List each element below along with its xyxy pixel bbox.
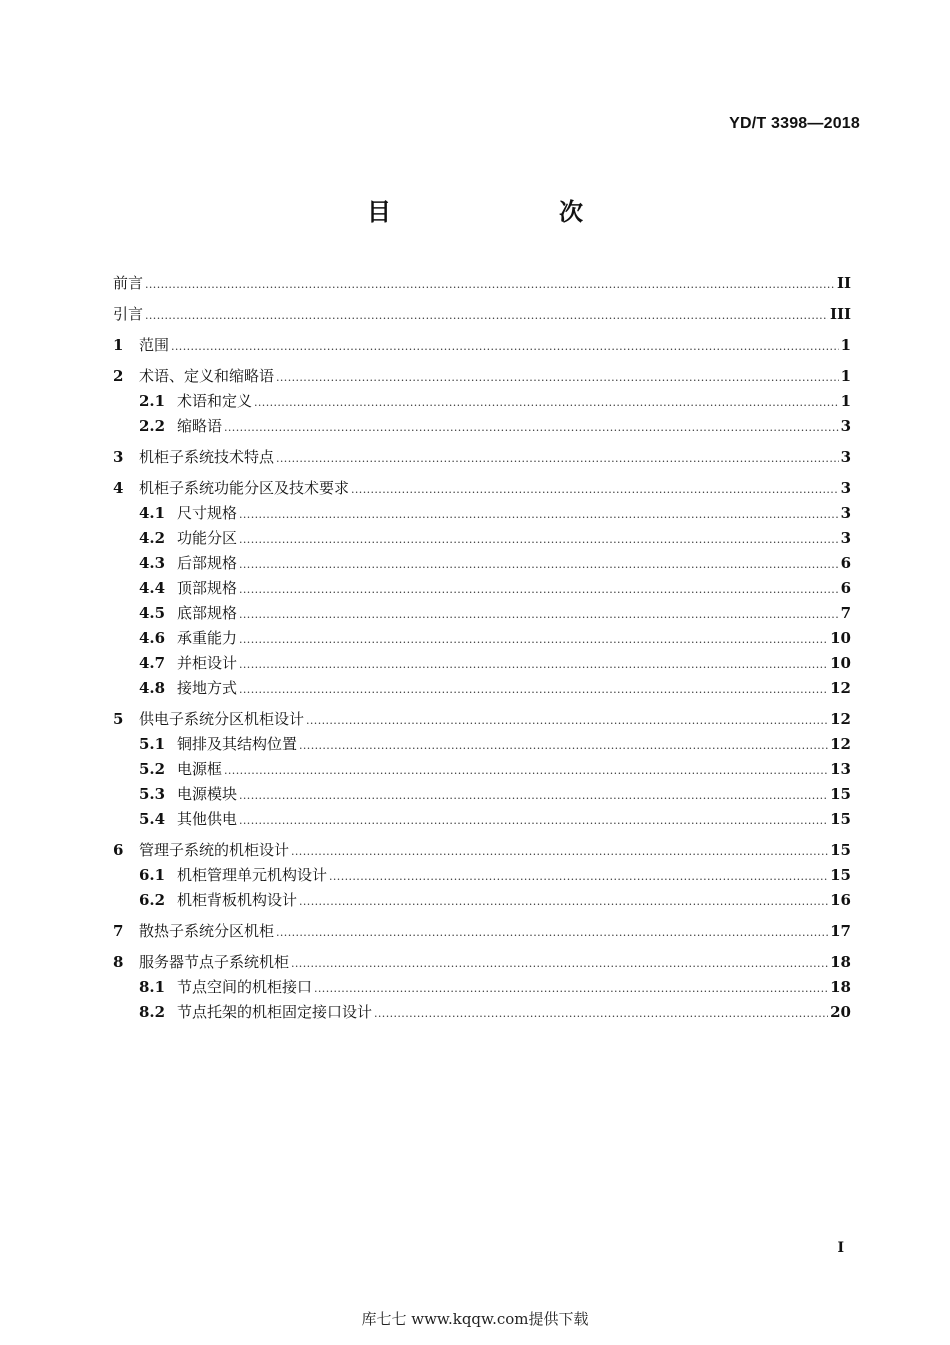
page-number: I	[837, 1240, 844, 1256]
toc-entry-label: 机柜管理单元机构设计	[177, 866, 328, 884]
toc-entry[interactable]	[113, 707, 851, 732]
toc-entry[interactable]	[113, 757, 851, 782]
toc-entry[interactable]	[113, 501, 851, 526]
toc-entry[interactable]	[113, 782, 851, 807]
toc-entry-page: 20	[830, 1003, 851, 1021]
toc-entry-page: 12	[830, 710, 851, 728]
toc-dot-leader	[224, 415, 839, 440]
toc-entry[interactable]	[113, 389, 851, 414]
toc-dot-leader	[239, 502, 839, 527]
toc-entry-label: 电源框	[177, 760, 223, 778]
toc-entry-page: 18	[830, 978, 851, 996]
toc-entry-label: 供电子系统分区机柜设计	[139, 710, 305, 728]
toc-entry-label: 范围	[139, 336, 170, 354]
toc-entry[interactable]	[113, 526, 851, 551]
toc-entry-number: 8.1	[139, 978, 166, 996]
toc-dot-leader	[224, 758, 828, 783]
toc-entry-number: 4.8	[139, 679, 166, 697]
toc-entry-page: 1	[840, 367, 851, 385]
toc-entry[interactable]	[113, 975, 851, 1000]
toc-entry-page: 15	[830, 841, 851, 859]
toc-entry-label: 散热子系统分区机柜	[139, 922, 275, 940]
toc-entry-label: 尺寸规格	[177, 504, 238, 522]
toc-dot-leader	[291, 839, 828, 864]
toc-entry-number: 4.7	[139, 654, 166, 672]
toc-entry[interactable]	[113, 919, 851, 944]
table-of-contents	[113, 271, 851, 1025]
toc-entry-number: 4	[113, 479, 124, 497]
toc-dot-leader	[276, 446, 839, 471]
toc-dot-leader	[299, 889, 828, 914]
toc-entry-page: 10	[830, 654, 851, 672]
toc-entry-number: 3	[113, 448, 124, 466]
toc-entry-label: 机柜子系统技术特点	[139, 448, 275, 466]
toc-entry-number: 6	[113, 841, 124, 859]
toc-dot-leader	[239, 527, 839, 552]
toc-entry[interactable]	[113, 950, 851, 975]
toc-dot-leader	[239, 577, 839, 602]
toc-entry-page: 15	[830, 866, 851, 884]
toc-entry-label: 术语、定义和缩略语	[139, 367, 275, 385]
toc-entry-number: 6.2	[139, 891, 166, 909]
toc-dot-leader	[374, 1001, 828, 1026]
toc-dot-leader	[329, 864, 828, 889]
toc-entry[interactable]	[113, 271, 851, 296]
toc-dot-leader	[254, 390, 839, 415]
toc-entry-page: 3	[840, 504, 851, 522]
toc-entry-label: 缩略语	[177, 417, 223, 435]
toc-entry[interactable]	[113, 576, 851, 601]
toc-entry[interactable]	[113, 302, 851, 327]
toc-entry-page: 10	[830, 629, 851, 647]
toc-dot-leader	[299, 733, 828, 758]
toc-entry-number: 5.3	[139, 785, 166, 803]
toc-entry-page: 7	[840, 604, 851, 622]
toc-entry-page: 1	[840, 336, 851, 354]
toc-entry[interactable]	[113, 676, 851, 701]
toc-entry-label: 后部规格	[177, 554, 238, 572]
toc-entry-page: 3	[840, 417, 851, 435]
toc-dot-leader	[239, 602, 839, 627]
toc-entry-number: 5.2	[139, 760, 166, 778]
toc-entry-number: 5.1	[139, 735, 166, 753]
page-title: 目 次	[367, 198, 623, 226]
toc-dot-leader	[314, 976, 828, 1001]
toc-entry-number: 8.2	[139, 1003, 166, 1021]
toc-entry-page: 3	[840, 529, 851, 547]
toc-entry-label: 电源模块	[177, 785, 238, 803]
toc-entry-label: 引言	[113, 305, 144, 323]
toc-entry-label: 铜排及其结构位置	[177, 735, 298, 753]
toc-entry[interactable]	[113, 863, 851, 888]
toc-entry-number: 4.1	[139, 504, 166, 522]
toc-entry-page: 15	[830, 810, 851, 828]
toc-entry-page: 15	[830, 785, 851, 803]
toc-entry-number: 5.4	[139, 810, 166, 828]
toc-dot-leader	[239, 627, 828, 652]
toc-entry[interactable]	[113, 1000, 851, 1025]
toc-entry-page: 3	[840, 479, 851, 497]
toc-entry-number: 7	[113, 922, 124, 940]
toc-entry-label: 节点空间的机柜接口	[177, 978, 313, 996]
toc-entry-page: 6	[840, 554, 851, 572]
toc-dot-leader	[276, 365, 839, 390]
toc-dot-leader	[145, 303, 828, 328]
toc-dot-leader	[291, 951, 828, 976]
toc-dot-leader	[239, 808, 828, 833]
toc-entry-number: 2.2	[139, 417, 166, 435]
toc-entry-number: 4.3	[139, 554, 166, 572]
toc-entry-label: 功能分区	[177, 529, 238, 547]
toc-dot-leader	[239, 652, 828, 677]
toc-entry-number: 4.4	[139, 579, 166, 597]
toc-entry-page: 12	[830, 679, 851, 697]
toc-entry-label: 管理子系统的机柜设计	[139, 841, 290, 859]
toc-entry-label: 接地方式	[177, 679, 238, 697]
toc-entry-number: 8	[113, 953, 124, 971]
toc-entry[interactable]	[113, 732, 851, 757]
toc-entry-label: 节点托架的机柜固定接口设计	[177, 1003, 373, 1021]
toc-entry-label: 前言	[113, 274, 144, 292]
toc-dot-leader	[306, 708, 828, 733]
toc-entry[interactable]	[113, 888, 851, 913]
toc-entry[interactable]	[113, 626, 851, 651]
toc-dot-leader	[171, 334, 839, 359]
toc-entry[interactable]	[113, 601, 851, 626]
toc-entry[interactable]	[113, 364, 851, 389]
toc-dot-leader	[239, 783, 828, 808]
toc-entry[interactable]	[113, 551, 851, 576]
toc-entry-number: 5	[113, 710, 124, 728]
toc-entry-page: 18	[830, 953, 851, 971]
toc-entry-page: 12	[830, 735, 851, 753]
toc-entry-label: 承重能力	[177, 629, 238, 647]
toc-dot-leader	[351, 477, 839, 502]
toc-entry-page: 3	[840, 448, 851, 466]
toc-entry-number: 4.6	[139, 629, 166, 647]
toc-entry[interactable]	[113, 651, 851, 676]
toc-entry-page: 1	[840, 392, 851, 410]
toc-entry-label: 术语和定义	[177, 392, 253, 410]
footer-download-note: 库七七 www.kqqw.com提供下载	[361, 1310, 589, 1328]
toc-entry-number: 4.5	[139, 604, 166, 622]
toc-entry[interactable]	[113, 445, 851, 470]
toc-entry[interactable]	[113, 414, 851, 439]
toc-dot-leader	[239, 552, 839, 577]
toc-entry-label: 顶部规格	[177, 579, 238, 597]
toc-entry-label: 服务器节点子系统机柜	[139, 953, 290, 971]
toc-entry[interactable]	[113, 807, 851, 832]
toc-dot-leader	[276, 920, 828, 945]
toc-entry[interactable]	[113, 333, 851, 358]
toc-entry-page: 16	[830, 891, 851, 909]
toc-entry-page: 17	[830, 922, 851, 940]
toc-entry-number: 2	[113, 367, 124, 385]
toc-entry-label: 其他供电	[177, 810, 238, 828]
toc-entry-label: 底部规格	[177, 604, 238, 622]
toc-entry-page: 6	[840, 579, 851, 597]
toc-dot-leader	[239, 677, 828, 702]
toc-entry[interactable]	[113, 838, 851, 863]
toc-entry-number: 4.2	[139, 529, 166, 547]
toc-entry-page: 13	[830, 760, 851, 778]
toc-entry-page: II	[836, 274, 851, 292]
toc-entry-number: 1	[113, 336, 124, 354]
toc-dot-leader	[145, 272, 835, 297]
toc-entry[interactable]	[113, 476, 851, 501]
toc-entry-label: 机柜子系统功能分区及技术要求	[139, 479, 350, 497]
toc-entry-number: 6.1	[139, 866, 166, 884]
document-code: YD/T 3398—2018	[729, 115, 860, 132]
toc-entry-label: 并柜设计	[177, 654, 238, 672]
toc-entry-number: 2.1	[139, 392, 166, 410]
toc-entry-page: III	[829, 305, 851, 323]
toc-entry-label: 机柜背板机构设计	[177, 891, 298, 909]
